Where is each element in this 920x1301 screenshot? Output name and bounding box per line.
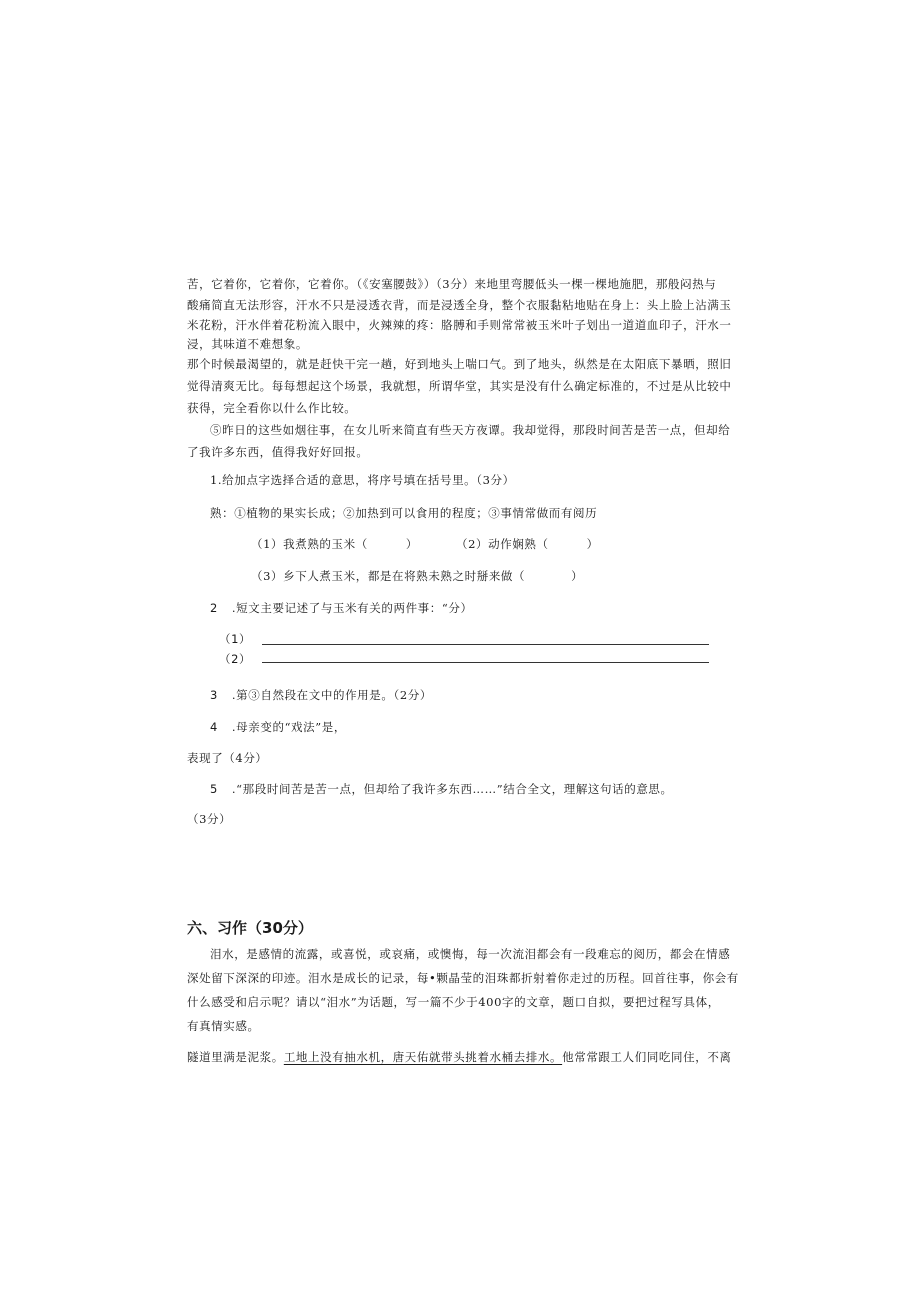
question-4-continuation: 表现了（4分） (187, 751, 268, 765)
passage-line-6: 觉得清爽无比。每每想起这个场景，我就想，所谓华堂，其实是没有什么确定标准的，不过是从比较中 (187, 379, 732, 393)
question-2-number: 2 (210, 601, 218, 615)
passage-line-4: 浸，其味道不难想象。 (187, 337, 308, 351)
bracket-close: ） (586, 537, 599, 551)
question-2-blank-1-label: （1） (219, 632, 252, 646)
question-3-number: 3 (210, 688, 218, 702)
passage-line-1: 苦，它着你，它着你，它着你。（《安塞腰鼓》）（3分）来地里弯腰低头一棵一棵地施肥，那般闷热与 (187, 277, 717, 291)
writing-prompt-line-1: 泪水，是感情的流露，或喜悦，或哀痛，或懊悔，每一次流泪都会有一段难忘的阅历，都会在情感 (210, 947, 731, 961)
writing-prompt-line-3: 什么感受和启示呢？请以“泪水”为话题，写一篇不少于400字的文章，题口自拟，要把过程写具体， (187, 995, 720, 1009)
passage-line-9: 了我许多东西，值得我好好回报。 (187, 445, 369, 459)
question-5-number: 5 (210, 782, 218, 796)
bracket-close: ） (571, 569, 584, 583)
question-5-continuation: （3分） (187, 812, 232, 826)
section-heading-writing: 六、习作（30分） (187, 919, 313, 937)
passage-line-2: 酸痛简直无法形容，汗水不只是浸透衣背，而是浸透全身，整个衣服黏粘地贴在身上：头上脸上沾满玉 (187, 298, 732, 312)
passage-line-8: ⑤昨日的这些如烟往事，在女儿听来简直有些天方夜谭。我却觉得，那段时间苦是苦一点，但却给 (210, 423, 731, 437)
question-4-number: 4 (210, 720, 218, 734)
question-2 (210, 600, 473, 616)
question-3 (210, 687, 432, 703)
question-2-blank-2-label: （2） (219, 652, 252, 666)
footer-passage (187, 1049, 732, 1065)
question-1-item-3-text: （3）乡下人煮玉米，都是在将熟未熟之时掰来做（ (251, 569, 526, 583)
question-1-item-1 (251, 536, 418, 552)
answer-line-2[interactable] (262, 662, 709, 663)
question-2-text: .短文主要记述了与玉米有关的两件事：“分） (231, 601, 473, 615)
footer-rest-text: 他常常跟工人们同吃同住，不离 (562, 1050, 732, 1064)
writing-prompt-line-2: 深处留下深深的印迹。泪水是成长的记录，每•颗晶莹的泪珠都折射着你走过的历程。回首往事，你会有 (187, 971, 739, 985)
question-1-title: 1.给加点字选择合适的意思，将序号填在括号里。（3分） (210, 473, 515, 487)
answer-line-1[interactable] (262, 644, 709, 645)
passage-line-7: 获得，完全看你以什么作比较。 (187, 401, 357, 415)
question-1-options: 熟：①植物的果实长成；②加热到可以食用的程度；③事情常做而有阅历 (210, 506, 598, 520)
footer-plain-text: 隧道里满是泥浆。 (187, 1050, 284, 1064)
question-5 (210, 781, 673, 797)
question-3-text: .第③自然段在文中的作用是。（2分） (231, 688, 432, 702)
question-4-text: .母亲变的“戏法”是， (231, 720, 346, 734)
bracket-close: ） (405, 537, 418, 551)
passage-line-5: 那个时候最渴望的，就是赶快干完一趟，好到地头上喘口气。到了地头，纵然是在太阳底下暴晒，照旧 (187, 357, 732, 371)
question-5-text: .“那段时间苦是苦一点，但却给了我许多东西……”结合全文，理解这句话的意思。 (231, 782, 673, 796)
question-1-item-2-text: （2）动作娴熟（ (456, 537, 549, 551)
passage-line-3: 米花粉，汗水伴着花粉流入眼中，火辣辣的疼：胳膊和手则常常被玉米叶子划出一道道血印子，汗水一 (187, 318, 732, 332)
question-4 (210, 719, 346, 735)
writing-prompt-line-4: 有真情实感。 (187, 1019, 260, 1033)
footer-underlined-text: 工地上没有抽水机，唐天佑就带头挑着水桶去排水。 (283, 1050, 563, 1064)
question-1-item-3 (251, 568, 583, 584)
question-1-item-2 (456, 536, 599, 552)
question-1-item-1-text: （1）我煮熟的玉米（ (251, 537, 368, 551)
